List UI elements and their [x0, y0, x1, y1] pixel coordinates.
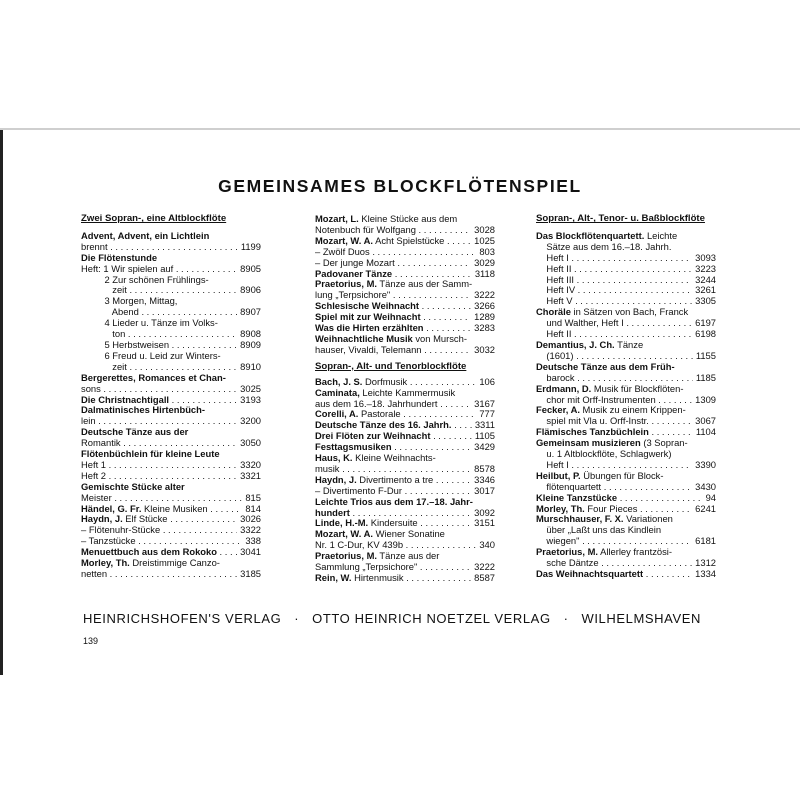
- catalog-number: 3017: [474, 484, 495, 496]
- entry-description: Heft: 1 Wir spielen auf: [81, 263, 174, 274]
- entry-description: Heft II: [536, 329, 572, 340]
- entry-title: Gemischte Stücke alter: [81, 481, 185, 492]
- catalog-line: [536, 471, 716, 482]
- entry-description: lung „Terpsichore": [315, 290, 391, 301]
- entry-description: Sammlung „Terpsichore": [315, 562, 418, 573]
- entry-title: Haydn, J.: [315, 474, 357, 485]
- entry-description: Heft II: [536, 263, 572, 274]
- catalog-number: 3025: [240, 382, 261, 394]
- catalog-entry: [536, 493, 716, 504]
- entry-description: Übungen für Block-: [580, 470, 664, 481]
- entry-title: Deutsche Tänze aus dem Früh-: [536, 361, 675, 372]
- entry-title: Das Weihnachtsquartett: [536, 569, 644, 579]
- catalog-number: 777: [479, 408, 495, 420]
- catalog-entry: [536, 460, 716, 471]
- catalog-line: [81, 405, 261, 416]
- catalog-number: 3067: [695, 415, 716, 427]
- catalog-number: 3305: [695, 295, 716, 307]
- entry-description: über „Laßt uns das Kindlein: [536, 525, 662, 536]
- entry-title: Erdmann, D.: [536, 383, 592, 394]
- entry-description: Divertimento a tre: [356, 474, 434, 485]
- catalog-entry: [315, 518, 495, 529]
- catalog-line: [81, 427, 261, 438]
- catalog-line: [315, 529, 495, 540]
- entry-description: Musik für Blockflöten-: [591, 383, 684, 394]
- publisher-place: WILHELMSHAVEN: [581, 611, 701, 626]
- entry-title: Linde, H.-M.: [315, 518, 369, 529]
- catalog-number: 3026: [240, 513, 261, 525]
- footer-separator: ·: [294, 611, 300, 626]
- catalog-number: 8907: [240, 306, 261, 318]
- catalog-number: 8908: [240, 328, 261, 340]
- entry-description: in Sätzen von Bach, Franck: [570, 307, 689, 318]
- catalog-entry: [536, 329, 716, 340]
- entry-title: Gemeinsam musizieren: [536, 438, 641, 449]
- catalog-entry: [536, 318, 716, 329]
- entry-title: Menuettbuch aus dem Rokoko: [81, 547, 217, 558]
- publisher-name-1: HEINRICHSHOFEN'S VERLAG: [83, 611, 282, 626]
- catalog-entry: [315, 475, 495, 486]
- entry-title: Leichte Trios aus dem 17.–18. Jahr-: [315, 496, 473, 507]
- catalog-number: 340: [479, 539, 495, 551]
- catalog-line: [315, 279, 495, 290]
- entry-title: Deutsche Tänze des 16. Jahrh.: [315, 420, 452, 431]
- catalog-number: 8906: [240, 284, 261, 296]
- catalog-entry: [536, 569, 716, 580]
- column-header: Sopran-, Alt-, Tenor- u. Baßblockflöte: [536, 213, 705, 224]
- catalog-number: 1185: [695, 371, 716, 383]
- catalog-number: 3283: [474, 322, 495, 334]
- catalog-number: 3346: [474, 473, 495, 485]
- catalog-number: 3118: [474, 267, 495, 279]
- entry-description: Four Pieces: [584, 503, 638, 514]
- catalog-number: 1312: [695, 557, 716, 569]
- catalog-line: [81, 296, 261, 307]
- entry-description: Heft 1: [81, 459, 107, 470]
- page-heading: GEMEINSAMES BLOCKFLÖTENSPIEL: [218, 176, 582, 196]
- catalog-entry: [315, 562, 495, 573]
- catalog-number: 3261: [695, 284, 716, 296]
- entry-title: Mozart, W. A.: [315, 235, 373, 246]
- catalog-number: 3311: [474, 419, 495, 431]
- entry-title: Murschhauser, F. X.: [536, 514, 624, 525]
- publisher-name-2: OTTO HEINRICH NOETZEL VERLAG: [312, 611, 551, 626]
- entry-title: Heilbut, P.: [536, 470, 581, 481]
- entry-description: zeit: [81, 361, 127, 372]
- catalog-entry: [81, 504, 261, 515]
- catalog-entry: [81, 264, 261, 275]
- catalog-entry: [315, 258, 495, 269]
- catalog-entry: [536, 285, 716, 296]
- entry-description: Allerley frantzösi-: [598, 547, 672, 558]
- entry-description: netten: [81, 569, 108, 579]
- catalog-entry: [315, 345, 495, 356]
- catalog-line: [81, 482, 261, 493]
- catalog-number: 1199: [240, 240, 261, 252]
- entry-title: Bergerettes, Romances et Chan-: [81, 372, 226, 383]
- entry-title: Flötenbüchlein für kleine Leute: [81, 449, 220, 460]
- entry-description: Leichte Kammermusik: [359, 387, 456, 398]
- catalog-number: 3032: [474, 343, 495, 355]
- catalog-entry: [81, 536, 261, 547]
- catalog-entry: [81, 569, 261, 580]
- catalog-number: 3322: [240, 524, 261, 536]
- catalog-line: [315, 497, 495, 508]
- catalog-entry: [81, 460, 261, 471]
- entry-title: Mozart, W. A.: [315, 529, 373, 540]
- catalog-number: 3266: [474, 300, 495, 312]
- catalog-number: 3222: [474, 561, 495, 573]
- entry-description: 6 Freud u. Leid zur Winters-: [81, 350, 221, 361]
- entry-title: Praetorius, M.: [536, 547, 598, 558]
- entry-title: Was die Hirten erzählten: [315, 323, 424, 334]
- catalog-number: 3028: [474, 223, 495, 235]
- entry-title: Haus, K.: [315, 453, 353, 464]
- catalog-entry: [315, 301, 495, 312]
- catalog-entry: [315, 236, 495, 247]
- catalog-number: 1334: [695, 568, 716, 579]
- catalog-number: 6197: [695, 317, 716, 329]
- entry-title: Bach, J. S.: [315, 376, 363, 387]
- entry-description: 2 Zur schönen Frühlings-: [81, 274, 209, 285]
- catalog-number: 1105: [474, 430, 495, 442]
- entry-title: Caminata,: [315, 387, 360, 398]
- catalog-line: [81, 373, 261, 384]
- entry-description: Variationen: [623, 514, 673, 525]
- catalog-number: 6198: [695, 328, 716, 340]
- catalog-entry: [315, 420, 495, 431]
- catalog-entry: [536, 373, 716, 384]
- catalog-number: 3320: [240, 458, 261, 470]
- column-header: Zwei Sopran-, eine Altblockflöte: [81, 213, 227, 224]
- entry-title: Händel, G. Fr.: [81, 503, 142, 514]
- entry-title: Praetorius, M.: [315, 279, 377, 290]
- entry-description: Wiener Sonatine: [372, 529, 445, 540]
- entry-description: spiel mit Vla u. Orff-Instr.: [536, 416, 649, 427]
- entry-description: 3 Morgen, Mittag,: [81, 296, 178, 307]
- catalog-entry: [81, 395, 261, 406]
- entry-description: Kleine Musiken: [141, 503, 208, 514]
- entry-description: – Zwölf Duos: [315, 246, 370, 257]
- entry-description: Heft III: [536, 274, 575, 285]
- entry-description: Heft IV: [536, 285, 576, 296]
- catalog-number: 6241: [695, 502, 716, 514]
- catalog-entry: [81, 384, 261, 395]
- catalog-number: 3200: [240, 415, 261, 427]
- entry-description: Elf Stücke: [122, 514, 168, 525]
- catalog-entry: [315, 225, 495, 236]
- entry-title: Morley, Th.: [81, 558, 130, 569]
- entry-title: Weihnachtliche Musik: [315, 333, 413, 344]
- entry-title: Haydn, J.: [81, 514, 123, 525]
- catalog-line: [536, 384, 716, 395]
- entry-description: Tänze: [614, 339, 644, 350]
- entry-description: brennt: [81, 241, 108, 252]
- catalog-line: [315, 388, 495, 399]
- catalog-entry: [81, 416, 261, 427]
- catalog-number: 3244: [695, 273, 716, 285]
- entry-description: – Flötenuhr-Stücke: [81, 525, 161, 536]
- entry-description: und Walther, Heft I: [536, 318, 624, 329]
- catalog-entry: [536, 296, 716, 307]
- entry-description: Dorfmusik: [362, 376, 408, 387]
- catalog-entry: [315, 573, 495, 584]
- catalog-number: 8910: [240, 360, 261, 372]
- catalog-number: 94: [705, 491, 716, 503]
- catalog-entry: [536, 536, 716, 547]
- catalog-line: [315, 334, 495, 345]
- entry-title: Flämisches Tanzbüchlein: [536, 427, 649, 438]
- entry-description: hauser, Vivaldi, Telemann: [315, 344, 422, 355]
- catalog-line: [536, 307, 716, 318]
- entry-description: – Der junge Mozart: [315, 257, 395, 268]
- catalog-entry: [81, 514, 261, 525]
- catalog-entry: [536, 264, 716, 275]
- entry-description: Meister: [81, 492, 112, 503]
- entry-description: lein: [81, 416, 96, 427]
- catalog-entry: [315, 312, 495, 323]
- catalog-line: [81, 558, 261, 569]
- catalog-number: 814: [245, 502, 261, 514]
- catalog-number: 815: [245, 491, 261, 503]
- entry-description: Kleine Weihnachts-: [352, 453, 436, 464]
- entry-description: Romantik: [81, 438, 121, 449]
- entry-title: Die Christnachtigall: [81, 394, 170, 405]
- catalog-number: 8587: [474, 572, 495, 583]
- entry-title: Spiel mit zur Weihnacht: [315, 312, 421, 323]
- entry-description: Pastorale: [358, 409, 401, 420]
- catalog-number: 1025: [474, 234, 495, 246]
- catalog-line: [315, 453, 495, 464]
- catalog-entry: [315, 508, 495, 519]
- entry-description: – Divertimento F-Dur: [315, 485, 402, 496]
- catalog-number: 3223: [695, 262, 716, 274]
- catalog-number: 8909: [240, 338, 261, 350]
- footer-separator: ·: [563, 611, 569, 626]
- catalog-entry: [81, 242, 261, 253]
- entry-title: Praetorius, M.: [315, 551, 377, 562]
- catalog-number: 3093: [695, 251, 716, 263]
- catalog-entry: [81, 285, 261, 296]
- entry-description: flötenquartett: [536, 481, 602, 492]
- catalog-entry: [81, 493, 261, 504]
- catalog-number: 3321: [240, 469, 261, 481]
- catalog-number: 3041: [240, 546, 261, 558]
- catalog-line: [536, 231, 716, 242]
- catalog-line: [315, 214, 495, 225]
- entry-title: Morley, Th.: [536, 503, 585, 514]
- catalog-line: [536, 449, 716, 460]
- entry-description: Kindersuite: [368, 518, 418, 529]
- catalog-entry: [315, 377, 495, 388]
- scan-edge-left: [0, 130, 3, 675]
- catalog-entry: [536, 275, 716, 286]
- catalog-entry: [315, 399, 495, 410]
- catalog-number: 3151: [474, 517, 495, 529]
- catalog-line: [81, 449, 261, 460]
- catalog-number: 3429: [474, 441, 495, 453]
- catalog-line: [536, 362, 716, 373]
- entry-description: Tänze aus der: [377, 551, 440, 562]
- catalog-entry: [81, 307, 261, 318]
- entry-title: Das Blockflötenquartett.: [536, 230, 645, 241]
- catalog-column-2: [315, 214, 495, 584]
- catalog-entry: [81, 329, 261, 340]
- entry-title: Advent, Advent, ein Lichtlein: [81, 230, 210, 241]
- entry-description: Leichte: [644, 230, 678, 241]
- catalog-number: 1309: [695, 393, 716, 405]
- entry-title: Corelli, A.: [315, 409, 359, 420]
- entry-title: Choräle: [536, 307, 571, 318]
- catalog-number: 3092: [474, 506, 495, 518]
- catalog-line: [536, 340, 716, 351]
- entry-title: Festtagsmusiken: [315, 442, 392, 453]
- entry-description: chor mit Orff-Instrumenten: [536, 394, 656, 405]
- entry-title: Schlesische Weihnacht: [315, 301, 420, 312]
- entry-description: Sätze aus dem 16.–18. Jahrh.: [536, 241, 672, 252]
- entry-title: Fecker, A.: [536, 405, 580, 416]
- catalog-entry: [81, 471, 261, 482]
- catalog-line: [536, 525, 716, 536]
- catalog-entry: [536, 427, 716, 438]
- entry-description: Musik zu einem Krippen-: [579, 405, 686, 416]
- catalog-entry: [315, 464, 495, 475]
- entry-title: Deutsche Tänze aus der: [81, 427, 189, 438]
- catalog-entry: [315, 540, 495, 551]
- catalog-number: 3050: [240, 437, 261, 449]
- catalog-column-1: [81, 214, 261, 580]
- catalog-entry: [315, 247, 495, 258]
- entry-description: barock: [536, 372, 575, 383]
- entry-description: Hirtenmusik: [351, 573, 404, 583]
- catalog-number: 3430: [695, 480, 716, 492]
- catalog-line: [81, 275, 261, 286]
- catalog-number: 8578: [474, 462, 495, 474]
- catalog-line: [81, 318, 261, 329]
- catalog-entry: [315, 442, 495, 453]
- catalog-entry: [536, 253, 716, 264]
- entry-title: Drei Flöten zur Weihnacht: [315, 431, 431, 442]
- entry-description: Nr. 1 C-Dur, KV 439b: [315, 540, 404, 551]
- catalog-line: [536, 547, 716, 558]
- entry-description: von Mursch-: [412, 333, 467, 344]
- entry-description: 5 Herbstweisen: [81, 339, 170, 350]
- catalog-line: [81, 351, 261, 362]
- entry-description: Kleine Stücke aus dem: [358, 214, 458, 224]
- catalog-number: 3185: [240, 568, 261, 579]
- catalog-number: 3167: [474, 397, 495, 409]
- publisher-footer: [83, 611, 701, 626]
- entry-description: aus dem 16.–18. Jahrhundert: [315, 398, 438, 409]
- entry-description: musik: [315, 463, 340, 474]
- entry-description: Heft I: [536, 459, 569, 470]
- catalog-line: [81, 253, 261, 264]
- catalog-line: [536, 514, 716, 525]
- scan-edge-top: [0, 128, 800, 130]
- catalog-number: 3390: [695, 458, 716, 470]
- catalog-entry: [315, 323, 495, 334]
- catalog-number: 6181: [695, 535, 716, 547]
- catalog-entry: [536, 395, 716, 406]
- catalog-number: 1104: [695, 426, 716, 438]
- catalog-number: 3029: [474, 256, 495, 268]
- entry-description: Notenbuch für Wolfgang: [315, 224, 416, 235]
- catalog-number: 106: [479, 375, 495, 387]
- entry-description: wiegen": [536, 536, 580, 547]
- entry-title: Padovaner Tänze: [315, 268, 393, 279]
- catalog-number: 338: [245, 535, 261, 547]
- catalog-number: 803: [479, 245, 495, 257]
- entry-title: Kleine Tanzstücke: [536, 492, 618, 503]
- entry-description: sche Däntze: [536, 558, 599, 569]
- catalog-number: 1155: [695, 349, 716, 361]
- catalog-entry: [81, 362, 261, 373]
- entry-description: Dreistimmige Canzo-: [129, 558, 220, 569]
- entry-description: Abend: [81, 307, 139, 318]
- catalog-entry: [536, 351, 716, 362]
- entry-description: u. 1 Altblockflöte, Schlagwerk): [536, 449, 672, 460]
- catalog-number: 3193: [240, 393, 261, 405]
- page-number: 139: [83, 636, 99, 646]
- catalog-number: 1289: [474, 311, 495, 323]
- catalog-line: [536, 242, 716, 253]
- entry-title: hundert: [315, 507, 350, 518]
- catalog-line: [536, 438, 716, 449]
- catalog-entry: [536, 504, 716, 515]
- entry-title: Rein, W.: [315, 573, 352, 583]
- entry-description: Tänze aus der Samm-: [377, 279, 473, 290]
- catalog-column-3: [536, 214, 716, 580]
- entry-description: (1601): [536, 350, 574, 361]
- catalog-entry: [81, 525, 261, 536]
- entry-description: Heft 2: [81, 470, 107, 481]
- entry-description: ton: [81, 329, 126, 340]
- catalog-entry: [315, 290, 495, 301]
- entry-description: Heft V: [536, 296, 573, 307]
- entry-title: Demantius, J. Ch.: [536, 339, 615, 350]
- catalog-entry: [536, 482, 716, 493]
- catalog-number: 8905: [240, 262, 261, 274]
- catalog-line: [315, 551, 495, 562]
- catalog-entry: [81, 438, 261, 449]
- entry-description: sons: [81, 383, 101, 394]
- catalog-entry: [315, 431, 495, 442]
- catalog-entry: [315, 409, 495, 420]
- catalog-number: 3222: [474, 289, 495, 301]
- catalog-entry: [536, 558, 716, 569]
- section-header: Sopran-, Alt- und Tenorblockflöte: [315, 360, 467, 372]
- entry-title: Mozart, L.: [315, 214, 359, 224]
- entry-description: (3 Sopran-: [640, 438, 688, 449]
- entry-description: – Tanzstücke: [81, 536, 136, 547]
- entry-title: Dalmatinisches Hirtenbüch-: [81, 405, 205, 416]
- catalog-line: [536, 405, 716, 416]
- catalog-entry: [315, 486, 495, 497]
- entry-description: Acht Spielstücke: [372, 235, 445, 246]
- catalog-entry: [536, 416, 716, 427]
- catalog-line: [81, 231, 261, 242]
- catalog-entry: [315, 269, 495, 280]
- entry-description: Heft I: [536, 252, 569, 263]
- catalog-entry: [81, 340, 261, 351]
- entry-description: 4 Lieder u. Tänze im Volks-: [81, 318, 218, 329]
- entry-title: Die Flötenstunde: [81, 252, 158, 263]
- entry-description: zeit: [81, 285, 127, 296]
- catalog-entry: [81, 547, 261, 558]
